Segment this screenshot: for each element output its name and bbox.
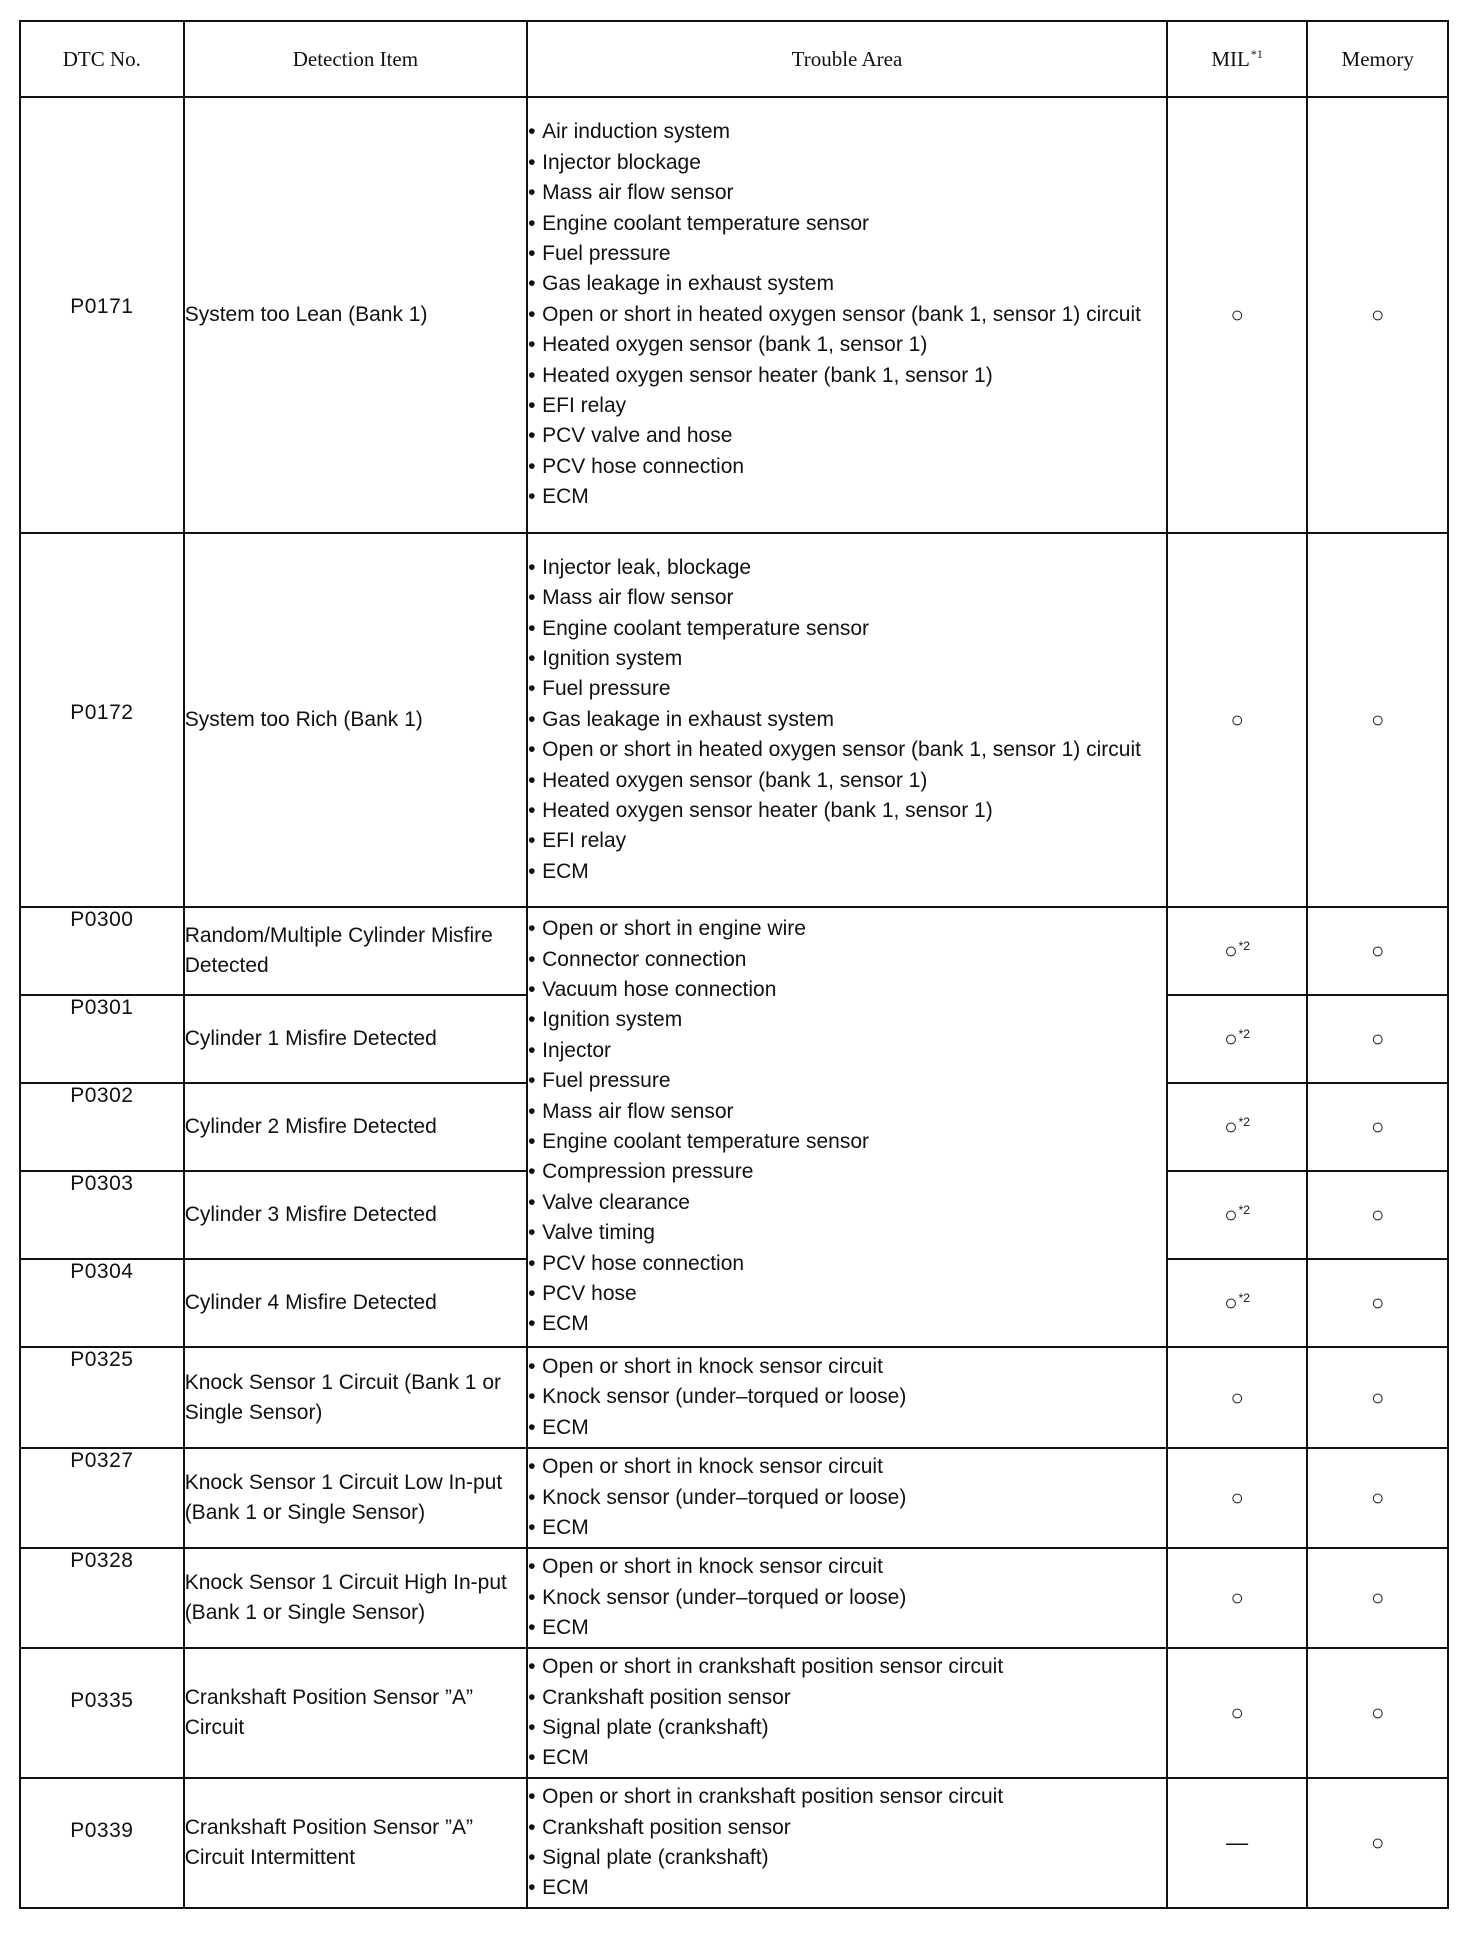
dtc-table <box>19 20 1449 1909</box>
trouble-area-item: • Knock sensor (under–torqued or loose) <box>528 1382 1166 1412</box>
memory-mark <box>1307 1259 1448 1347</box>
mil-circle-icon: ○ <box>1230 1384 1244 1410</box>
header-mil <box>1167 21 1308 97</box>
trouble-area-item: • Injector blockage <box>528 148 1166 178</box>
header-detection-item: Detection Item <box>184 21 527 97</box>
trouble-area-item: • EFI relay <box>528 826 1166 856</box>
trouble-area-item: • Vacuum hose connection <box>528 975 1166 1005</box>
mil-circle-icon: ○ <box>1230 1700 1244 1725</box>
trouble-area-item: • PCV hose connection <box>528 452 1166 482</box>
trouble-area-item: • Knock sensor (under–torqued or loose) <box>528 1483 1166 1513</box>
trouble-area-item: • Mass air flow sensor <box>528 1097 1166 1127</box>
trouble-area <box>527 1778 1167 1908</box>
trouble-area-item: • Open or short in heated oxygen sensor (bank 1, sensor 1) circuit <box>528 300 1166 330</box>
trouble-area <box>527 97 1167 533</box>
memory-circle-icon: ○ <box>1371 1384 1385 1410</box>
memory-circle-icon: ○ <box>1371 707 1385 732</box>
trouble-area-item: • ECM <box>528 482 1166 512</box>
detection-item: Random/Multiple Cylinder Misfire Detected <box>184 907 527 995</box>
trouble-area <box>527 1347 1167 1448</box>
table-row <box>20 1648 1448 1778</box>
dtc-code: P0339 <box>20 1778 184 1908</box>
trouble-area-item: • Connector connection <box>528 945 1166 975</box>
trouble-area-item: • Signal plate (crankshaft) <box>528 1843 1166 1873</box>
memory-mark <box>1307 97 1448 533</box>
trouble-area-item: • Fuel pressure <box>528 1066 1166 1096</box>
memory-mark <box>1307 1648 1448 1778</box>
mil-circle-icon: ○ <box>1230 1485 1244 1510</box>
memory-circle-icon: ○ <box>1371 1830 1385 1855</box>
mil-mark <box>1167 1778 1308 1908</box>
trouble-area-item: • ECM <box>528 1413 1166 1443</box>
detection-item: System too Rich (Bank 1) <box>184 533 527 907</box>
mil-circle-icon: ○ <box>1224 1290 1238 1315</box>
trouble-area-list <box>528 117 1166 512</box>
table-row <box>20 1347 1448 1448</box>
table-row <box>20 1448 1448 1548</box>
memory-circle-icon: ○ <box>1371 938 1385 963</box>
trouble-area-list <box>528 1552 1166 1643</box>
table-row <box>20 907 1448 995</box>
trouble-area <box>527 533 1167 907</box>
trouble-area-item: • Injector leak, blockage <box>528 553 1166 583</box>
memory-mark <box>1307 1347 1448 1448</box>
header-row <box>20 21 1448 97</box>
memory-circle-icon: ○ <box>1371 1290 1385 1315</box>
table-row <box>20 1548 1448 1648</box>
mil-mark <box>1167 907 1308 995</box>
detection-item: Cylinder 2 Misfire Detected <box>184 1083 527 1171</box>
memory-mark <box>1307 1171 1448 1259</box>
trouble-area-item: • EFI relay <box>528 391 1166 421</box>
detection-item: Knock Sensor 1 Circuit High In-put (Bank 1 or Single Sensor) <box>184 1548 527 1648</box>
memory-mark <box>1307 1083 1448 1171</box>
mil-circle-icon: ○ <box>1230 302 1244 327</box>
memory-mark <box>1307 1548 1448 1648</box>
memory-mark <box>1307 1778 1448 1908</box>
detection-item: Crankshaft Position Sensor ”A” Circuit Intermittent <box>184 1778 527 1908</box>
memory-circle-icon: ○ <box>1371 1026 1385 1051</box>
dtc-code: P0328 <box>20 1548 184 1648</box>
trouble-area-item: • Open or short in crankshaft position sensor circuit <box>528 1652 1166 1682</box>
trouble-area-item: • ECM <box>528 1309 1166 1339</box>
mil-footnote: *2 <box>1238 938 1250 953</box>
mil-circle-icon: ○ <box>1224 938 1238 963</box>
dtc-code: P0301 <box>20 995 184 1083</box>
trouble-area-list <box>528 1652 1166 1774</box>
dtc-code: P0171 <box>20 97 184 533</box>
detection-item: Cylinder 3 Misfire Detected <box>184 1171 527 1259</box>
memory-circle-icon: ○ <box>1371 1114 1385 1139</box>
trouble-area-item: • Mass air flow sensor <box>528 583 1166 613</box>
trouble-area-item: • Open or short in knock sensor circuit <box>528 1552 1166 1582</box>
trouble-area-item: • PCV valve and hose <box>528 421 1166 451</box>
mil-footnote: *2 <box>1238 1290 1250 1305</box>
trouble-area-item: • PCV hose <box>528 1279 1166 1309</box>
detection-item: System too Lean (Bank 1) <box>184 97 527 533</box>
mil-mark <box>1167 1083 1308 1171</box>
mil-footnote: *2 <box>1238 1026 1250 1041</box>
dtc-code: P0327 <box>20 1448 184 1548</box>
header-memory: Memory <box>1307 21 1448 97</box>
dtc-code: P0325 <box>20 1347 184 1448</box>
trouble-area-item: • Heated oxygen sensor (bank 1, sensor 1) <box>528 766 1166 796</box>
trouble-area-item: • Heated oxygen sensor heater (bank 1, sensor 1) <box>528 361 1166 391</box>
dtc-code: P0335 <box>20 1648 184 1778</box>
memory-mark <box>1307 1448 1448 1548</box>
detection-item: Cylinder 4 Misfire Detected <box>184 1259 527 1347</box>
trouble-area <box>527 1548 1167 1648</box>
dtc-code: P0302 <box>20 1083 184 1171</box>
trouble-area-item: • Gas leakage in exhaust system <box>528 705 1166 735</box>
table-row <box>20 533 1448 907</box>
mil-footnote: *2 <box>1238 1202 1250 1217</box>
trouble-area-item: • Air induction system <box>528 117 1166 147</box>
trouble-area-item: • Fuel pressure <box>528 239 1166 269</box>
mil-dash-icon: — <box>1226 1830 1249 1855</box>
mil-circle-icon: ○ <box>1230 707 1244 732</box>
trouble-area <box>527 1448 1167 1548</box>
detection-item: Knock Sensor 1 Circuit Low In-put (Bank 1 or Single Sensor) <box>184 1448 527 1548</box>
trouble-area-list <box>528 1352 1166 1443</box>
trouble-area <box>527 1648 1167 1778</box>
dtc-code: P0303 <box>20 1171 184 1259</box>
trouble-area-list <box>528 1452 1166 1543</box>
trouble-area-item: • Open or short in knock sensor circuit <box>528 1352 1166 1382</box>
mil-mark <box>1167 1548 1308 1648</box>
dtc-code: P0304 <box>20 1259 184 1347</box>
memory-circle-icon: ○ <box>1371 1700 1385 1725</box>
mil-circle-icon: ○ <box>1224 1114 1238 1139</box>
trouble-area-item: • Engine coolant temperature sensor <box>528 209 1166 239</box>
memory-circle-icon: ○ <box>1371 1585 1385 1610</box>
trouble-area-item: • Knock sensor (under–torqued or loose) <box>528 1583 1166 1613</box>
mil-footnote: *2 <box>1238 1114 1250 1129</box>
mil-mark <box>1167 1347 1308 1448</box>
header-trouble-area: Trouble Area <box>527 21 1167 97</box>
mil-mark <box>1167 1171 1308 1259</box>
mil-mark <box>1167 995 1308 1083</box>
table-row <box>20 1778 1448 1908</box>
trouble-area-item: • Ignition system <box>528 644 1166 674</box>
trouble-area-item: • Signal plate (crankshaft) <box>528 1713 1166 1743</box>
trouble-area-item: • ECM <box>528 1743 1166 1773</box>
mil-circle-icon: ○ <box>1224 1026 1238 1051</box>
mil-mark <box>1167 1648 1308 1778</box>
trouble-area-item: • ECM <box>528 1513 1166 1543</box>
detection-item: Crankshaft Position Sensor ”A” Circuit <box>184 1648 527 1778</box>
mil-mark <box>1167 97 1308 533</box>
trouble-area-item: • Fuel pressure <box>528 674 1166 704</box>
trouble-area-item: • Heated oxygen sensor (bank 1, sensor 1) <box>528 330 1166 360</box>
memory-mark <box>1307 907 1448 995</box>
trouble-area-item: • ECM <box>528 857 1166 887</box>
memory-circle-icon: ○ <box>1371 1485 1385 1510</box>
trouble-area-item: • Mass air flow sensor <box>528 178 1166 208</box>
trouble-area-item: • Valve clearance <box>528 1188 1166 1218</box>
mil-circle-icon: ○ <box>1224 1202 1238 1227</box>
trouble-area-list <box>528 1782 1166 1904</box>
trouble-area-item: • Open or short in engine wire <box>528 914 1166 944</box>
dtc-code: P0172 <box>20 533 184 907</box>
trouble-area-item: • Ignition system <box>528 1005 1166 1035</box>
memory-mark <box>1307 995 1448 1083</box>
dtc-code: P0300 <box>20 907 184 995</box>
trouble-area-item: • Valve timing <box>528 1218 1166 1248</box>
detection-item: Cylinder 1 Misfire Detected <box>184 995 527 1083</box>
mil-circle-icon: ○ <box>1230 1585 1244 1610</box>
trouble-area-item: • Open or short in crankshaft position sensor circuit <box>528 1782 1166 1812</box>
mil-mark <box>1167 1448 1308 1548</box>
header-mil-footnote: *1 <box>1250 46 1263 61</box>
trouble-area-item: • Open or short in knock sensor circuit <box>528 1452 1166 1482</box>
trouble-area-item: • Compression pressure <box>528 1157 1166 1187</box>
header-mil-label: MIL <box>1211 46 1250 71</box>
memory-circle-icon: ○ <box>1371 1202 1385 1227</box>
trouble-area-item: • Open or short in heated oxygen sensor (bank 1, sensor 1) circuit <box>528 735 1166 765</box>
trouble-area-list <box>528 914 1166 1340</box>
detection-item: Knock Sensor 1 Circuit (Bank 1 or Single Sensor) <box>184 1347 527 1448</box>
trouble-area-item: • ECM <box>528 1873 1166 1903</box>
trouble-area-item: • Crankshaft position sensor <box>528 1683 1166 1713</box>
trouble-area-item: • PCV hose connection <box>528 1249 1166 1279</box>
memory-mark <box>1307 533 1448 907</box>
header-dtc-no: DTC No. <box>20 21 184 97</box>
trouble-area-item: • Engine coolant temperature sensor <box>528 1127 1166 1157</box>
mil-mark <box>1167 1259 1308 1347</box>
trouble-area-item: • Crankshaft position sensor <box>528 1813 1166 1843</box>
trouble-area-item: • ECM <box>528 1613 1166 1643</box>
table-row <box>20 97 1448 533</box>
trouble-area-item: • Engine coolant temperature sensor <box>528 614 1166 644</box>
memory-circle-icon: ○ <box>1371 302 1385 327</box>
mil-mark <box>1167 533 1308 907</box>
trouble-area-item: • Heated oxygen sensor heater (bank 1, sensor 1) <box>528 796 1166 826</box>
trouble-area <box>527 907 1167 1347</box>
trouble-area-item: • Gas leakage in exhaust system <box>528 269 1166 299</box>
trouble-area-list <box>528 553 1166 887</box>
trouble-area-item: • Injector <box>528 1036 1166 1066</box>
